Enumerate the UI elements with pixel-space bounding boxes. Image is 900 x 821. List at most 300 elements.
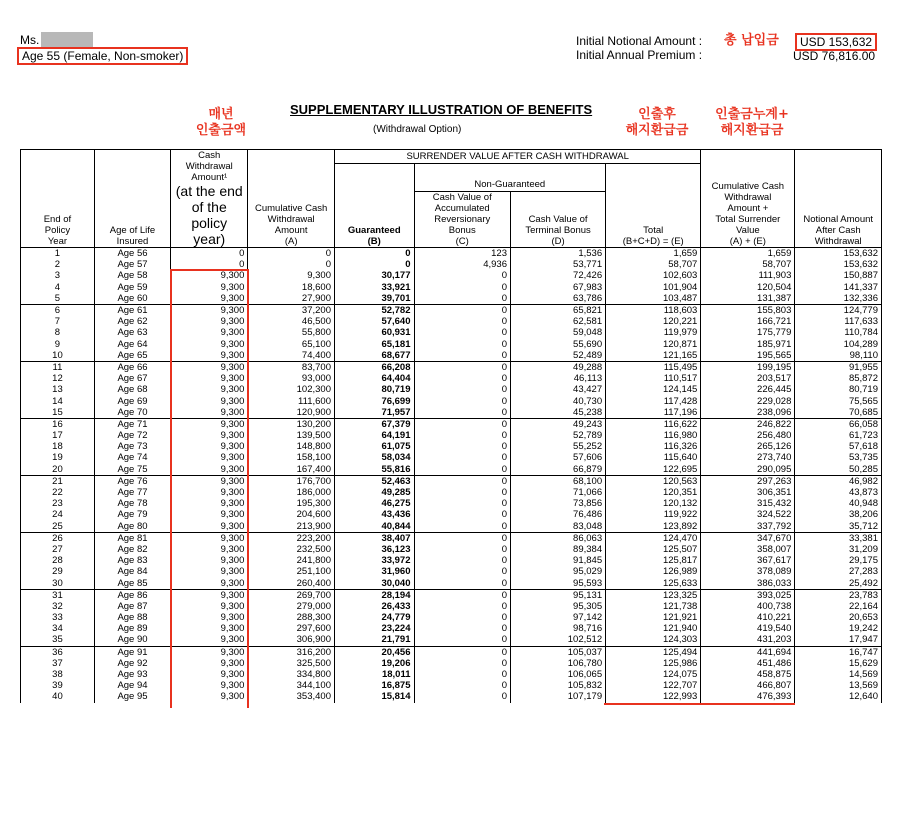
cell-cumulative-total: 378,089: [701, 566, 795, 577]
cell-age: Age 86: [94, 589, 170, 601]
cell-guaranteed: 60,931: [334, 327, 414, 338]
cell-terminal: 40,730: [511, 395, 606, 406]
cell-cumulative: 37,200: [248, 304, 335, 316]
salutation: Ms.: [20, 33, 40, 47]
cell-reversionary: 0: [414, 373, 511, 384]
cell-year: 17: [21, 430, 95, 441]
cell-guaranteed: 58,034: [334, 452, 414, 463]
notional-label: Initial Notional Amount :: [576, 34, 703, 48]
cell-year: 35: [21, 634, 95, 646]
cell-cumulative-total: 400,738: [701, 601, 795, 612]
cell-year: 11: [21, 361, 95, 373]
table-row: [21, 612, 882, 623]
cell-guaranteed: 39,701: [334, 293, 414, 305]
table-row: [21, 282, 882, 293]
cell-total: 121,921: [606, 612, 701, 623]
cell-age: Age 69: [94, 395, 170, 406]
col-notional: Notional Amount After Cash Withdrawal: [795, 150, 882, 248]
cell-cumulative: 353,400: [248, 691, 335, 702]
cell-year: 3: [21, 270, 95, 281]
cell-age: Age 61: [94, 304, 170, 316]
cell-guaranteed: 65,181: [334, 339, 414, 350]
cell-cumulative: 297,600: [248, 623, 335, 634]
cell-age: Age 63: [94, 327, 170, 338]
cell-year: 34: [21, 623, 95, 634]
cell-cumulative: 167,400: [248, 464, 335, 476]
cell-terminal: 55,252: [511, 441, 606, 452]
cell-total: 116,980: [606, 430, 701, 441]
cell-cumulative: 269,700: [248, 589, 335, 601]
cell-reversionary: 0: [414, 384, 511, 395]
cell-cumulative: 195,300: [248, 498, 335, 509]
cell-year: 24: [21, 509, 95, 520]
cell-year: 4: [21, 282, 95, 293]
cell-notional: 117,633: [795, 316, 882, 327]
cell-withdrawal: 9,300: [171, 498, 248, 509]
cell-withdrawal: 9,300: [171, 509, 248, 520]
cell-year: 14: [21, 395, 95, 406]
cell-withdrawal: 9,300: [171, 532, 248, 544]
cell-reversionary: 0: [414, 452, 511, 463]
cell-terminal: 52,789: [511, 430, 606, 441]
cell-terminal: 73,856: [511, 498, 606, 509]
cell-year: 20: [21, 464, 95, 476]
cell-notional: 17,947: [795, 634, 882, 646]
cell-terminal: 95,593: [511, 577, 606, 589]
cell-age: Age 80: [94, 521, 170, 533]
col-terminal: Cash Value of Terminal Bonus (D): [511, 192, 606, 248]
table-row: [21, 373, 882, 384]
cell-reversionary: 0: [414, 339, 511, 350]
cell-terminal: 102,512: [511, 634, 606, 646]
cell-age: Age 78: [94, 498, 170, 509]
cell-total: 102,603: [606, 270, 701, 281]
cell-age: Age 74: [94, 452, 170, 463]
cell-year: 6: [21, 304, 95, 316]
cell-total: 121,940: [606, 623, 701, 634]
premium-label: Initial Annual Premium :: [576, 48, 703, 62]
cell-year: 40: [21, 691, 95, 702]
cell-reversionary: 0: [414, 634, 511, 646]
cell-withdrawal: 9,300: [171, 521, 248, 533]
cell-reversionary: 0: [414, 646, 511, 658]
cell-notional: 153,632: [795, 248, 882, 260]
cell-reversionary: 0: [414, 316, 511, 327]
cell-cumulative: 9,300: [248, 270, 335, 281]
cell-age: Age 79: [94, 509, 170, 520]
cell-total: 123,325: [606, 589, 701, 601]
cell-total: 125,986: [606, 658, 701, 669]
cell-terminal: 49,243: [511, 418, 606, 430]
table-row: [21, 555, 882, 566]
cell-withdrawal: 9,300: [171, 646, 248, 658]
cell-withdrawal: 9,300: [171, 577, 248, 589]
cell-notional: 53,735: [795, 452, 882, 463]
page-subtitle: (Withdrawal Option): [373, 124, 462, 135]
cell-notional: 132,336: [795, 293, 882, 305]
col-cash-withdrawal: Cash Withdrawal Amount¹ (at the end of the policy year): [171, 150, 248, 248]
cell-age: Age 94: [94, 680, 170, 691]
cell-age: Age 87: [94, 601, 170, 612]
cell-cumulative-total: 441,694: [701, 646, 795, 658]
table-row: [21, 521, 882, 533]
cell-reversionary: 4,936: [414, 259, 511, 270]
cell-cumulative: 83,700: [248, 361, 335, 373]
table-row: [21, 475, 882, 487]
cell-total: 116,622: [606, 418, 701, 430]
cell-reversionary: 0: [414, 544, 511, 555]
cell-total: 125,494: [606, 646, 701, 658]
cell-age: Age 73: [94, 441, 170, 452]
cell-year: 29: [21, 566, 95, 577]
redacted-name: [41, 32, 93, 47]
col-cumulative: Cumulative Cash Withdrawal Amount (A): [248, 150, 335, 248]
cell-notional: 57,618: [795, 441, 882, 452]
cell-year: 30: [21, 577, 95, 589]
cell-notional: 153,632: [795, 259, 882, 270]
table-row: [21, 270, 882, 281]
table-row: [21, 407, 882, 419]
table-row: [21, 464, 882, 476]
cell-age: Age 85: [94, 577, 170, 589]
cell-total: 122,695: [606, 464, 701, 476]
cell-cumulative-total: 410,221: [701, 612, 795, 623]
cell-cumulative-total: 246,822: [701, 418, 795, 430]
cell-notional: 16,747: [795, 646, 882, 658]
cell-total: 120,871: [606, 339, 701, 350]
cell-withdrawal: 9,300: [171, 487, 248, 498]
cell-total: 120,351: [606, 487, 701, 498]
cell-cumulative-total: 431,203: [701, 634, 795, 646]
cell-year: 38: [21, 669, 95, 680]
cell-age: Age 60: [94, 293, 170, 305]
cell-guaranteed: 18,011: [334, 669, 414, 680]
col-reversionary: Cash Value of Accumulated Reversionary Bonus (C): [414, 192, 511, 248]
cell-notional: 15,629: [795, 658, 882, 669]
table-row: [21, 566, 882, 577]
cell-age: Age 65: [94, 350, 170, 362]
cell-guaranteed: 36,123: [334, 544, 414, 555]
cell-total: 124,145: [606, 384, 701, 395]
cell-cumulative: 65,100: [248, 339, 335, 350]
cell-notional: 19,242: [795, 623, 882, 634]
cell-total: 116,326: [606, 441, 701, 452]
cell-cumulative-total: 111,903: [701, 270, 795, 281]
cell-notional: 91,955: [795, 361, 882, 373]
cell-withdrawal: 9,300: [171, 327, 248, 338]
cell-age: Age 56: [94, 248, 170, 260]
cell-year: 39: [21, 680, 95, 691]
cell-cumulative: 93,000: [248, 373, 335, 384]
cell-notional: 61,723: [795, 430, 882, 441]
cell-year: 10: [21, 350, 95, 362]
cell-guaranteed: 66,208: [334, 361, 414, 373]
cell-withdrawal: 9,300: [171, 395, 248, 406]
cell-cumulative: 213,900: [248, 521, 335, 533]
cell-cumulative-total: 238,096: [701, 407, 795, 419]
cell-age: Age 57: [94, 259, 170, 270]
cell-reversionary: 0: [414, 475, 511, 487]
cell-year: 22: [21, 487, 95, 498]
cell-cumulative-total: 466,807: [701, 680, 795, 691]
cell-total: 117,428: [606, 395, 701, 406]
cell-guaranteed: 38,407: [334, 532, 414, 544]
cell-notional: 75,565: [795, 395, 882, 406]
cell-notional: 141,337: [795, 282, 882, 293]
cell-withdrawal: 9,300: [171, 475, 248, 487]
cell-guaranteed: 52,463: [334, 475, 414, 487]
table-row: [21, 248, 882, 260]
cell-year: 32: [21, 601, 95, 612]
cell-year: 1: [21, 248, 95, 260]
cell-reversionary: 0: [414, 327, 511, 338]
cell-cumulative-total: 358,007: [701, 544, 795, 555]
cell-notional: 27,283: [795, 566, 882, 577]
table-row: [21, 646, 882, 658]
cell-year: 15: [21, 407, 95, 419]
cell-year: 9: [21, 339, 95, 350]
cell-guaranteed: 46,275: [334, 498, 414, 509]
table-row: [21, 350, 882, 362]
cell-cumulative-total: 1,659: [701, 248, 795, 260]
cell-terminal: 59,048: [511, 327, 606, 338]
cell-cumulative-total: 315,432: [701, 498, 795, 509]
table-row: [21, 259, 882, 270]
cell-withdrawal: 9,300: [171, 384, 248, 395]
cell-guaranteed: 30,177: [334, 270, 414, 281]
cell-total: 119,979: [606, 327, 701, 338]
annotation-cumulative-plus: 인출금누계+ 해지환급금: [715, 107, 789, 138]
cell-withdrawal: 9,300: [171, 282, 248, 293]
cell-guaranteed: 71,957: [334, 407, 414, 419]
cell-cumulative-total: 166,721: [701, 316, 795, 327]
cell-total: 115,495: [606, 361, 701, 373]
cell-terminal: 89,384: [511, 544, 606, 555]
cell-guaranteed: 61,075: [334, 441, 414, 452]
cell-reversionary: 123: [414, 248, 511, 260]
cell-total: 124,075: [606, 669, 701, 680]
cell-cumulative-total: 185,971: [701, 339, 795, 350]
cell-cumulative: 74,400: [248, 350, 335, 362]
cell-cumulative-total: 393,025: [701, 589, 795, 601]
cell-withdrawal: 9,300: [171, 566, 248, 577]
cell-guaranteed: 33,921: [334, 282, 414, 293]
cell-withdrawal: 9,300: [171, 680, 248, 691]
col-guaranteed: Guaranteed (B): [334, 164, 414, 248]
cell-reversionary: 0: [414, 691, 511, 702]
cell-reversionary: 0: [414, 566, 511, 577]
cell-notional: 150,887: [795, 270, 882, 281]
cell-reversionary: 0: [414, 509, 511, 520]
notional-value: USD 153,632: [795, 33, 877, 51]
cell-cumulative: 120,900: [248, 407, 335, 419]
cell-guaranteed: 43,436: [334, 509, 414, 520]
annotation-surrender-after: 인출후 해지환급금: [625, 107, 689, 138]
cell-age: Age 82: [94, 544, 170, 555]
cell-year: 5: [21, 293, 95, 305]
cell-cumulative: 260,400: [248, 577, 335, 589]
cell-total: 120,221: [606, 316, 701, 327]
cell-guaranteed: 49,285: [334, 487, 414, 498]
cell-cumulative: 27,900: [248, 293, 335, 305]
cell-total: 118,603: [606, 304, 701, 316]
cell-guaranteed: 57,640: [334, 316, 414, 327]
cell-cumulative-total: 265,126: [701, 441, 795, 452]
cell-cumulative-total: 229,028: [701, 395, 795, 406]
cell-withdrawal: 9,300: [171, 634, 248, 646]
cell-reversionary: 0: [414, 430, 511, 441]
cell-withdrawal: 9,300: [171, 407, 248, 419]
cell-terminal: 46,113: [511, 373, 606, 384]
cell-withdrawal: 9,300: [171, 658, 248, 669]
cell-cumulative: 111,600: [248, 395, 335, 406]
cell-terminal: 86,063: [511, 532, 606, 544]
cell-cumulative: 223,200: [248, 532, 335, 544]
cell-terminal: 57,606: [511, 452, 606, 463]
table-row: [21, 418, 882, 430]
cell-reversionary: 0: [414, 498, 511, 509]
cell-age: Age 77: [94, 487, 170, 498]
cell-year: 25: [21, 521, 95, 533]
cell-cumulative-total: 120,504: [701, 282, 795, 293]
table-row: [21, 680, 882, 691]
cell-cumulative: 46,500: [248, 316, 335, 327]
cell-withdrawal: 9,300: [171, 270, 248, 281]
cell-terminal: 95,131: [511, 589, 606, 601]
cell-cumulative: 0: [248, 248, 335, 260]
cell-notional: 12,640: [795, 691, 882, 702]
cell-reversionary: 0: [414, 658, 511, 669]
table-row: [21, 623, 882, 634]
cell-age: Age 62: [94, 316, 170, 327]
col-cumulative-total: Cumulative Cash Withdrawal Amount + Total Surrender Value (A) + (E): [701, 150, 795, 248]
table-row: [21, 487, 882, 498]
page-title: SUPPLEMENTARY ILLUSTRATION OF BENEFITS: [290, 102, 593, 117]
cell-cumulative: 55,800: [248, 327, 335, 338]
cell-total: 101,904: [606, 282, 701, 293]
cell-reversionary: 0: [414, 270, 511, 281]
col-non-guaranteed: Non-Guaranteed: [414, 164, 606, 192]
cell-age: Age 95: [94, 691, 170, 702]
cell-terminal: 49,288: [511, 361, 606, 373]
annotation-annual-withdrawal: 매년 인출금액: [195, 107, 247, 138]
cell-notional: 33,381: [795, 532, 882, 544]
cell-cumulative: 158,100: [248, 452, 335, 463]
cell-year: 33: [21, 612, 95, 623]
cell-cumulative: 176,700: [248, 475, 335, 487]
cell-guaranteed: 33,972: [334, 555, 414, 566]
cell-cumulative: 279,000: [248, 601, 335, 612]
cell-notional: 29,175: [795, 555, 882, 566]
cell-age: Age 66: [94, 361, 170, 373]
cell-cumulative-total: 195,565: [701, 350, 795, 362]
cell-guaranteed: 21,791: [334, 634, 414, 646]
cell-notional: 85,872: [795, 373, 882, 384]
cell-withdrawal: 9,300: [171, 418, 248, 430]
cell-terminal: 65,821: [511, 304, 606, 316]
col-age: Age of Life Insured: [94, 150, 170, 248]
cell-terminal: 105,832: [511, 680, 606, 691]
cell-notional: 31,209: [795, 544, 882, 555]
cell-cumulative-total: 419,540: [701, 623, 795, 634]
cell-reversionary: 0: [414, 555, 511, 566]
cell-year: 26: [21, 532, 95, 544]
cell-notional: 13,569: [795, 680, 882, 691]
cell-reversionary: 0: [414, 350, 511, 362]
cell-age: Age 93: [94, 669, 170, 680]
table-row: [21, 441, 882, 452]
table-row: [21, 544, 882, 555]
cell-terminal: 95,029: [511, 566, 606, 577]
cell-guaranteed: 0: [334, 248, 414, 260]
cell-age: Age 84: [94, 566, 170, 577]
cell-cumulative-total: 476,393: [701, 691, 795, 702]
cell-guaranteed: 68,677: [334, 350, 414, 362]
cell-total: 1,659: [606, 248, 701, 260]
cell-notional: 35,712: [795, 521, 882, 533]
cell-reversionary: 0: [414, 418, 511, 430]
cell-guaranteed: 55,816: [334, 464, 414, 476]
cell-year: 19: [21, 452, 95, 463]
table-row: [21, 634, 882, 646]
table-row: [21, 577, 882, 589]
cell-total: 124,470: [606, 532, 701, 544]
cell-cumulative-total: 367,617: [701, 555, 795, 566]
cell-withdrawal: 0: [171, 259, 248, 270]
cell-notional: 104,289: [795, 339, 882, 350]
cell-guaranteed: 23,224: [334, 623, 414, 634]
cell-guaranteed: 64,404: [334, 373, 414, 384]
cell-reversionary: 0: [414, 521, 511, 533]
table-row: [21, 339, 882, 350]
cell-year: 8: [21, 327, 95, 338]
cell-cumulative: 325,500: [248, 658, 335, 669]
cell-age: Age 76: [94, 475, 170, 487]
table-row: [21, 304, 882, 316]
cell-withdrawal: 9,300: [171, 293, 248, 305]
cell-withdrawal: 9,300: [171, 441, 248, 452]
cell-notional: 38,206: [795, 509, 882, 520]
cell-terminal: 106,065: [511, 669, 606, 680]
cell-total: 121,738: [606, 601, 701, 612]
cell-reversionary: 0: [414, 304, 511, 316]
cell-withdrawal: 9,300: [171, 361, 248, 373]
cell-year: 37: [21, 658, 95, 669]
cell-cumulative-total: 155,803: [701, 304, 795, 316]
cell-total: 120,132: [606, 498, 701, 509]
cell-guaranteed: 52,782: [334, 304, 414, 316]
cell-notional: 70,685: [795, 407, 882, 419]
cell-cumulative-total: 347,670: [701, 532, 795, 544]
cell-reversionary: 0: [414, 532, 511, 544]
cell-reversionary: 0: [414, 680, 511, 691]
table-row: [21, 361, 882, 373]
cell-terminal: 106,780: [511, 658, 606, 669]
col-group-surrender: SURRENDER VALUE AFTER CASH WITHDRAWAL: [334, 150, 700, 164]
cell-guaranteed: 76,699: [334, 395, 414, 406]
cell-cumulative-total: 58,707: [701, 259, 795, 270]
table-row: [21, 498, 882, 509]
cell-reversionary: 0: [414, 293, 511, 305]
cell-withdrawal: 9,300: [171, 452, 248, 463]
cell-guaranteed: 30,040: [334, 577, 414, 589]
cell-guaranteed: 16,875: [334, 680, 414, 691]
cell-cumulative-total: 175,779: [701, 327, 795, 338]
cell-cumulative: 102,300: [248, 384, 335, 395]
cell-cumulative-total: 199,195: [701, 361, 795, 373]
cell-withdrawal: 9,300: [171, 669, 248, 680]
cell-terminal: 55,690: [511, 339, 606, 350]
